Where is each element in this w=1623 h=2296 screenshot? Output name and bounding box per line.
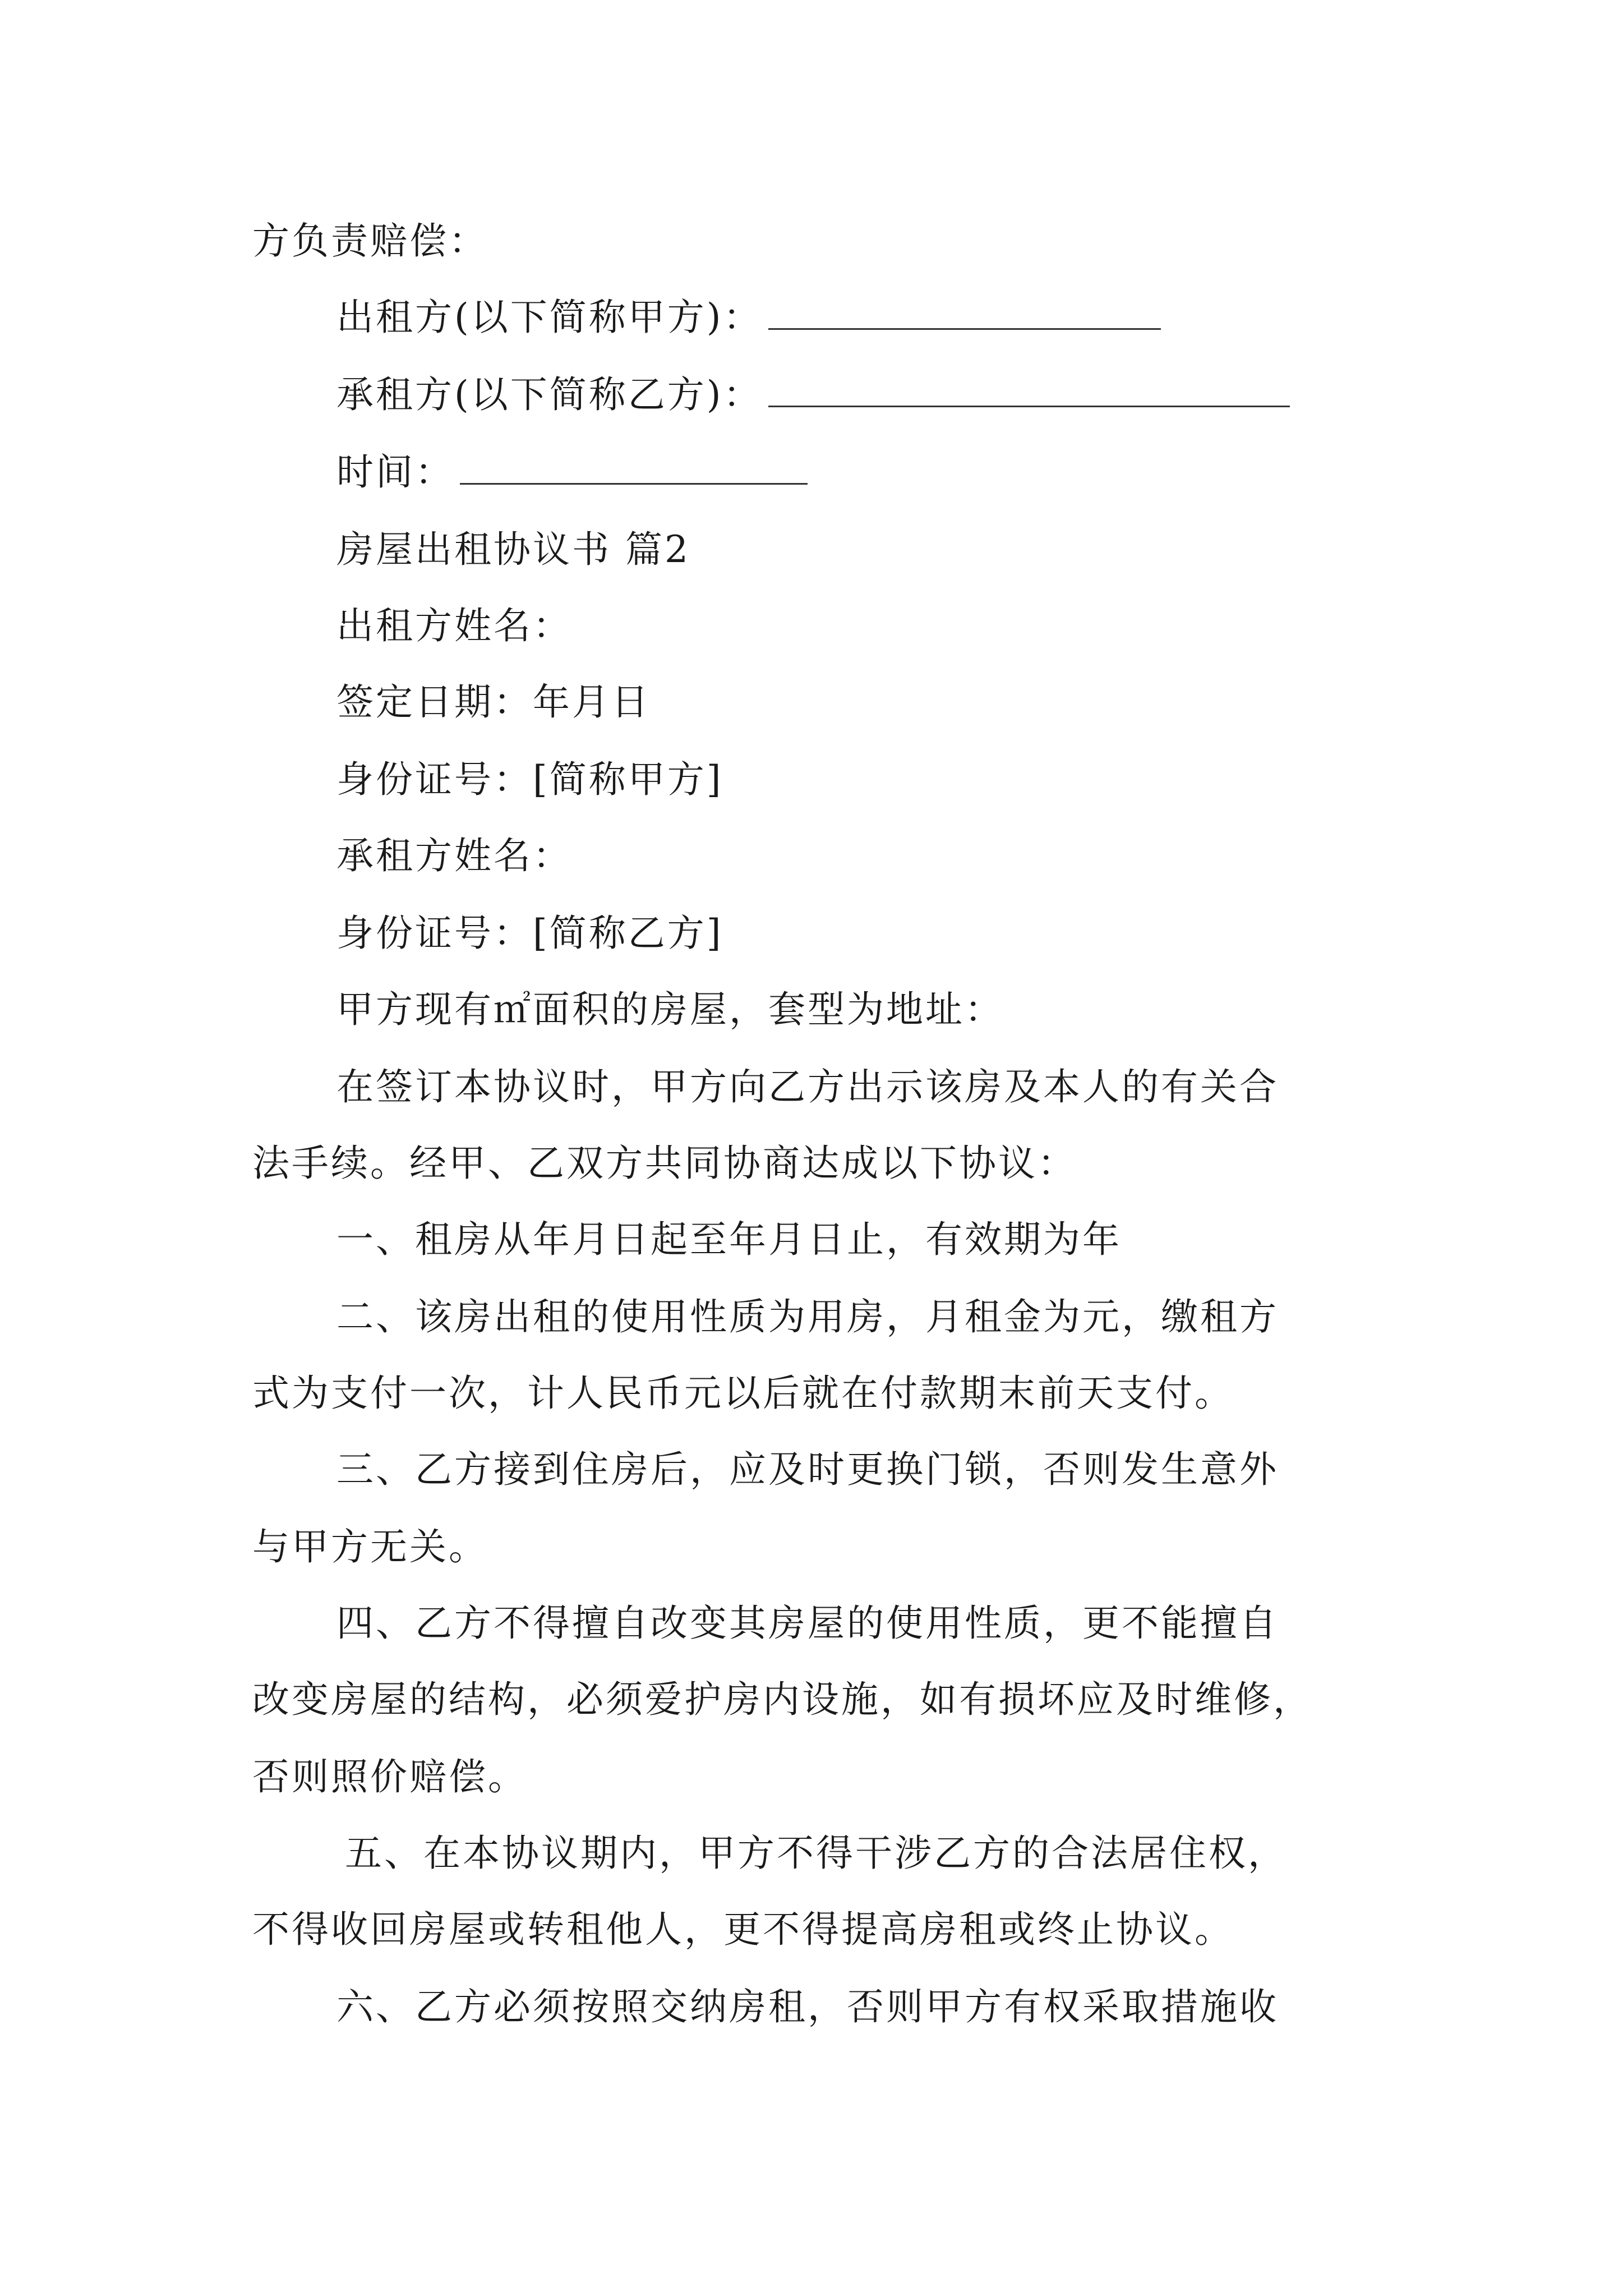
- text-line: 不得收回房屋或转租他人，更不得提高房租或终止协议。: [252, 1908, 1234, 1951]
- text-line: 式为支付一次，计人民币元以后就在付款期末前天支付。: [252, 1372, 1234, 1415]
- text-line: 四、乙方不得擅自改变其房屋的使用性质，更不能擅自: [336, 1602, 1279, 1645]
- text-line: 身份证号：[简称甲方]: [336, 758, 723, 801]
- text-line: 二、该房出租的使用性质为用房，月租金为元，缴租方: [336, 1295, 1279, 1338]
- text-line: 否则照价赔偿。: [252, 1755, 527, 1798]
- text-line: 五、在本协议期内，甲方不得干涉乙方的合法居住权，: [345, 1832, 1287, 1875]
- text-line: 在签订本协议时，甲方向乙方出示该房及本人的有关合: [336, 1065, 1279, 1108]
- fill-in-blank: [460, 452, 808, 485]
- text-line: 法手续。经甲、乙双方共同协商达成以下协议：: [252, 1142, 1077, 1185]
- text-line: 签定日期：年月日: [336, 680, 651, 724]
- fill-in-blank: [768, 374, 1290, 407]
- text-line: 与甲方无关。: [252, 1525, 488, 1568]
- text-line: 改变房屋的结构，必须爱护房内设施，如有损坏应及时维修，: [252, 1678, 1312, 1721]
- text-line: 一、租房从年月日起至年月日止，有效期为年: [336, 1218, 1122, 1261]
- text-line: 甲方现有㎡面积的房屋，套型为地址：: [336, 988, 1004, 1031]
- text-line: 出租方姓名：: [336, 604, 572, 647]
- date-line: [336, 450, 808, 495]
- text-line: 三、乙方接到住房后，应及时更换门锁，否则发生意外: [336, 1448, 1279, 1491]
- text-line: 出租方(以下简称甲方)：: [336, 296, 763, 339]
- fill-in-blank: [768, 297, 1161, 330]
- text-line: 六、乙方必须按照交纳房租，否则甲方有权采取措施收: [336, 1985, 1279, 2028]
- lessor-signature-line: [336, 295, 1161, 340]
- section-heading: 房屋出租协议书 篇2: [336, 528, 690, 571]
- text-line: 身份证号：[简称乙方]: [336, 912, 723, 955]
- text-line: 方负责赔偿：: [252, 219, 488, 263]
- text-line: 时间：: [336, 450, 454, 494]
- text-line: 承租方姓名：: [336, 834, 572, 877]
- text-line: 承租方(以下简称乙方)：: [336, 373, 763, 416]
- lessee-signature-line: [336, 372, 1290, 417]
